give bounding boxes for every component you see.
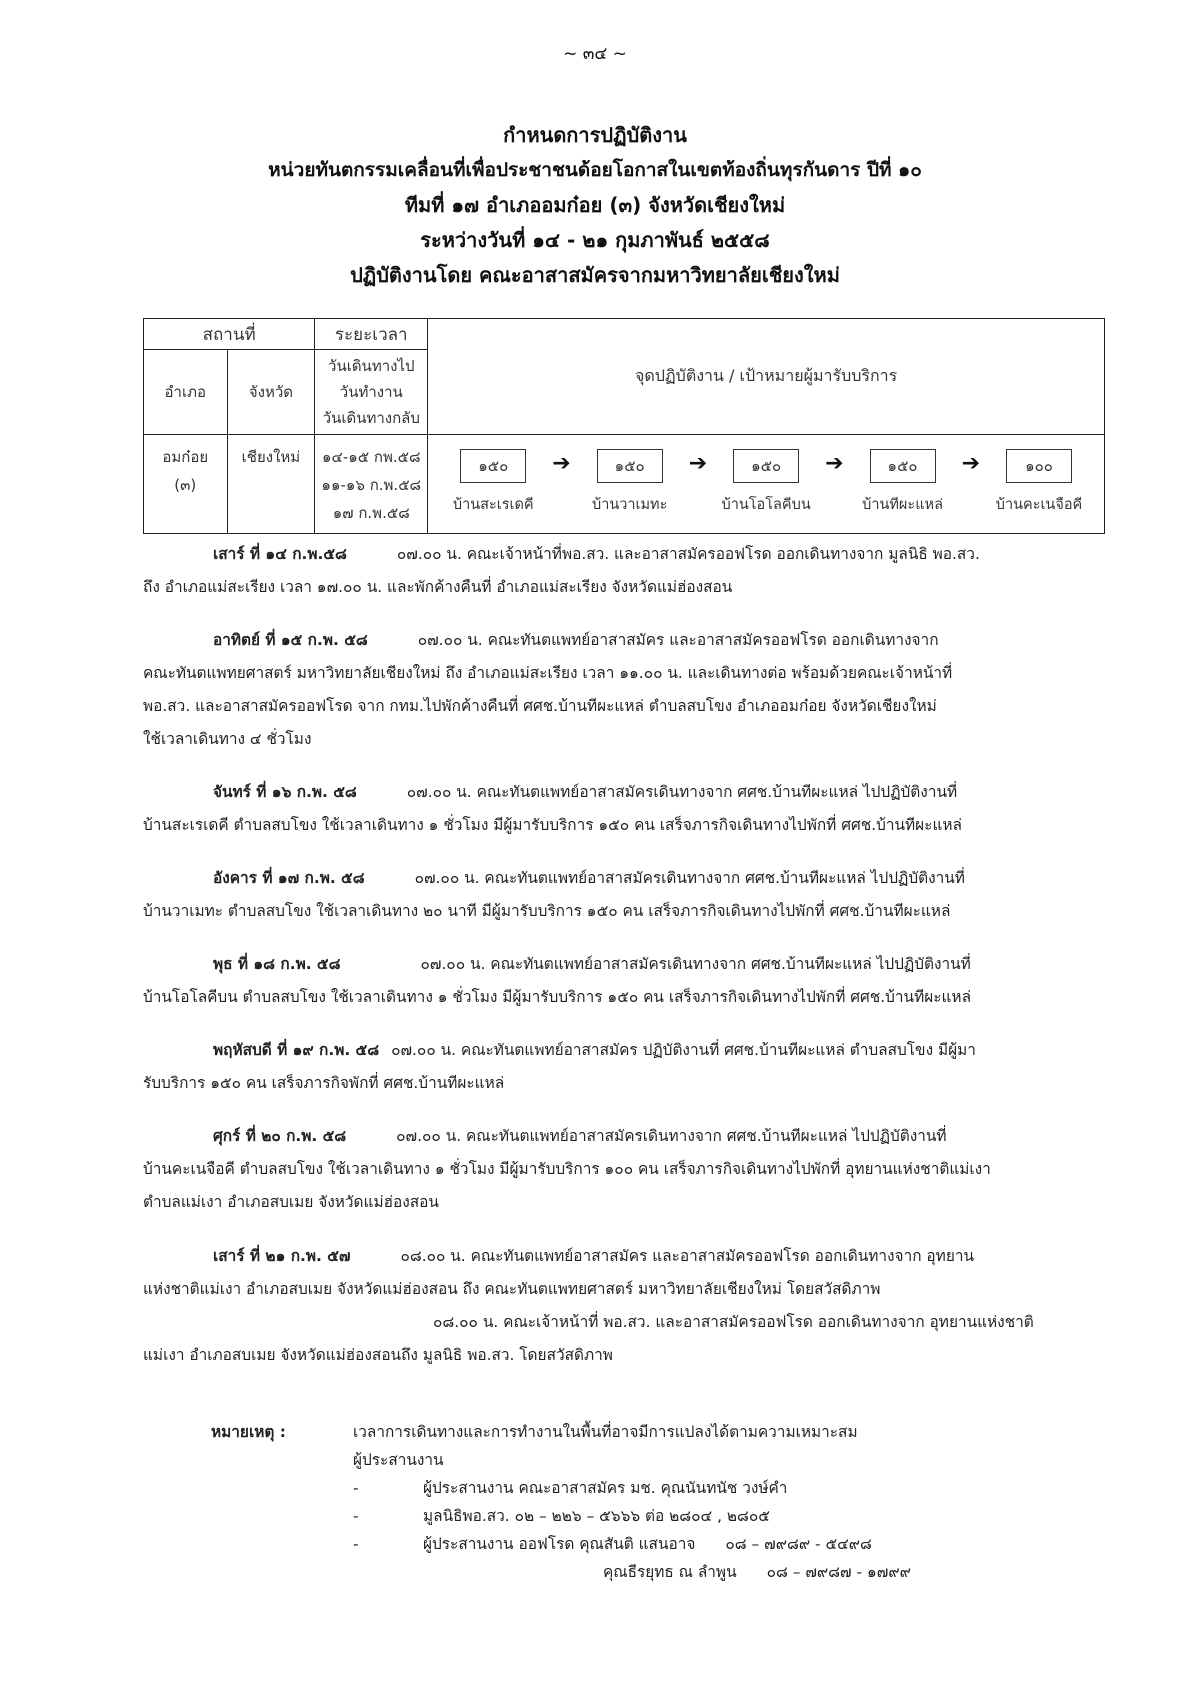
date-line: ๑๗ ก.พ.๕๘ (332, 504, 410, 522)
flow-node (707, 443, 825, 516)
header-district: อำเภอ (144, 350, 228, 435)
target-box: ๑๕๐ (733, 449, 799, 483)
day-heading: พฤหัสบดี ที่ ๑๙ ก.พ. ๕๘ (213, 1041, 380, 1059)
schedule-day (143, 1120, 1105, 1219)
cell-district (144, 435, 228, 534)
schedule-line: แห่งชาติแม่เงา อำเภอสบเมย จังหวัดแม่ฮ่องสอน ถึง คณะทันตแพทยศาสตร์ มหาวิทยาลัยเชียงใหม่ โดยสวัสดิภาพ (143, 1280, 881, 1298)
title-line: ปฏิบัติงานโดย คณะอาสาสมัครจากมหาวิทยาลัยเชียงใหม่ (350, 263, 840, 287)
right-arrow-icon: ➔ (825, 451, 844, 476)
schedule-line: บ้านคะเนจือคี ตำบลสบโขง ใช้เวลาเดินทาง ๑ ชั่วโมง มีผู้มารับบริการ ๑๐๐ คน เสร็จภารกิจเดินทางไปพักที่ อุทยานแห่งชาติแม่เงา (143, 1160, 991, 1178)
day-heading: อาทิตย์ ที่ ๑๕ ก.พ. ๕๘ (213, 631, 368, 649)
cell-dates (315, 435, 428, 534)
notes-section (143, 1418, 1105, 1586)
target-box: ๑๕๐ (460, 449, 526, 483)
bullet-dash: - (353, 1479, 359, 1497)
flow-node (844, 443, 962, 516)
contact-line: คุณธีรยุทธ ณ ลำพูน (603, 1563, 737, 1581)
right-arrow-icon: ➔ (552, 451, 571, 476)
village-label: บ้านโอโลคีบน (721, 497, 811, 513)
day-heading: จันทร์ ที่ ๑๖ ก.พ. ๕๘ (213, 783, 357, 801)
schedule-line: คณะทันตแพทยศาสตร์ มหาวิทยาลัยเชียงใหม่ ถึง อำเภอแม่สะเรียง เวลา ๑๑.๐๐ น. และเดินทางต่อ พร้อมด้วยคณะเจ้าหน้าที่ (143, 664, 953, 682)
schedule-line: ๐๗.๐๐ น. คณะทันตแพทย์อาสาสมัครเดินทางจาก ศศช.บ้านทีผะแหล่ ไปปฏิบัติงานที่ (406, 783, 958, 801)
schedule-line: รับบริการ ๑๕๐ คน เสร็จภารกิจพักที่ ศศช.บ้านทีผะแหล่ (143, 1074, 505, 1092)
title-line: หน่วยทันตกรรมเคลื่อนที่เพื่อประชาชนด้อยโอกาสในเขตท้องถิ่นทุรกันดาร ปีที่ ๑๐ (268, 159, 922, 181)
header-points: จุดปฏิบัติงาน / เป้าหมายผู้มารับบริการ (428, 319, 1105, 435)
notes-line: ผู้ประสานงาน (353, 1451, 444, 1469)
village-label: บ้านคะเนจือคี (995, 497, 1083, 513)
schedule-day (143, 1034, 1105, 1100)
schedule-line: ๐๗.๐๐ น. คณะทันตแพทย์อาสาสมัคร และอาสาสมัครออฟโรด ออกเดินทางจาก (417, 631, 939, 649)
schedule-table (143, 318, 1105, 534)
schedule-line: ใช้เวลาเดินทาง ๔ ชั่วโมง (143, 730, 312, 748)
schedule-line: ๐๗.๐๐ น. คณะทันตแพทย์อาสาสมัครเดินทางจาก ศศช.บ้านทีผะแหล่ ไปปฏิบัติงานที่ (420, 955, 971, 973)
schedule-line: ๐๘.๐๐ น. คณะเจ้าหน้าที่ พอ.สว. และอาสาสมัครออฟโรด ออกเดินทางจาก อุทยานแห่งชาติ (433, 1313, 1034, 1331)
schedule-line: ๐๘.๐๐ น. คณะทันตแพทย์อาสาสมัคร และอาสาสมัครออฟโรด ออกเดินทางจาก อุทยาน (400, 1247, 974, 1265)
schedule-line: ๐๗.๐๐ น. คณะเจ้าหน้าที่พอ.สว. และอาสาสมัครออฟโรด ออกเดินทางจาก มูลนิธิ พอ.สว. (396, 545, 980, 563)
schedule-line: ๐๗.๐๐ น. คณะทันตแพทย์อาสาสมัคร ปฏิบัติงานที่ ศศช.บ้านทีผะแหล่ ตำบลสบโขง มีผู้มา (391, 1041, 976, 1059)
schedule-line: พอ.สว. และอาสาสมัครออฟโรด จาก กทม.ไปพักค้างคืนที่ ศศช.บ้านทีผะแหล่ ตำบลสบโขง อำเภออมก๋อย จังหวัดเชียงใหม่ (143, 697, 937, 715)
schedule-line: ตำบลแม่เงา อำเภอสบเมย จังหวัดแม่ฮ่องสอน (143, 1193, 439, 1211)
schedule-line: ถึง อำเภอแม่สะเรียง เวลา ๑๗.๐๐ น. และพักค้างคืนที่ อำเภอแม่สะเรียง จังหวัดแม่ฮ่องสอน (143, 578, 733, 596)
flow-node (571, 443, 689, 516)
day-heading: อังคาร ที่ ๑๗ ก.พ. ๕๘ (213, 869, 365, 887)
schedule-line: บ้านวาเมทะ ตำบลสบโขง ใช้เวลาเดินทาง ๒๐ นาที มีผู้มารับบริการ ๑๕๐ คน เสร็จภารกิจเดินทางไปพักที่ ศศช.บ้านทีผะแหล่ (143, 902, 951, 920)
village-label: บ้านทีผะแหล่ (862, 497, 943, 513)
contact-line: ผู้ประสานงาน ออฟโรด คุณสันติ แสนอาจ (423, 1535, 696, 1553)
district-line: อมก๋อย (162, 448, 209, 466)
day-heading: ศุกร์ ที่ ๒๐ ก.พ. ๕๘ (213, 1127, 347, 1145)
right-arrow-icon: ➔ (688, 451, 708, 476)
village-label: บ้านวาเมทะ (591, 497, 668, 513)
title-line: กำหนดการปฏิบัติงาน (503, 123, 687, 147)
target-box: ๑๕๐ (870, 449, 936, 483)
header-date-line: วันทำงาน (339, 383, 403, 401)
schedule-line: บ้านสะเรเดคี ตำบลสบโขง ใช้เวลาเดินทาง ๑ ชั่วโมง มีผู้มารับบริการ ๑๕๐ คน เสร็จภารกิจเดินทางไปพักที่ ศศช.บ้านทีผะแหล่ (143, 816, 962, 834)
flow-node (980, 443, 1098, 516)
notes-label: หมายเหตุ : (211, 1423, 286, 1441)
header-province: จังหวัด (227, 350, 315, 435)
day-heading: เสาร์ ที่ ๑๔ ก.พ.๕๘ (213, 545, 347, 563)
schedule-day (143, 1240, 1105, 1372)
header-period: ระยะเวลา (315, 319, 428, 350)
day-heading: พุธ ที่ ๑๘ ก.พ. ๕๘ (213, 955, 341, 973)
cell-province (227, 435, 315, 534)
notes-line: เวลาการเดินทางและการทำงานในพื้นที่อาจมีการแปลงได้ตามความเหมาะสม (353, 1423, 858, 1441)
schedule-day (143, 776, 1105, 842)
header-place: สถานที่ (144, 319, 315, 350)
schedule-day (143, 948, 1105, 1014)
bullet-dash: - (353, 1535, 359, 1553)
contact-phone: ๐๘ – ๗๙๘๙ - ๕๔๙๘ (725, 1535, 872, 1553)
schedule-day (143, 538, 1105, 604)
bullet-dash: - (353, 1507, 359, 1525)
date-line: ๑๑-๑๖ ก.พ.๕๘ (321, 476, 422, 494)
target-box: ๑๕๐ (597, 449, 663, 483)
target-box: ๑๐๐ (1006, 449, 1072, 483)
cell-flow (428, 435, 1105, 534)
village-label: บ้านสะเรเดคี (452, 497, 534, 513)
header-dates (315, 350, 428, 435)
contact-phone: ๐๘ – ๗๙๘๗ - ๑๗๙๙ (766, 1563, 911, 1581)
schedule-day (143, 862, 1105, 928)
day-heading: เสาร์ ที่ ๒๑ ก.พ. ๕๗ (213, 1247, 351, 1265)
village-flow (428, 443, 1104, 516)
province: เชียงใหม่ (241, 448, 301, 466)
title-line: ทีมที่ ๑๗ อำเภออมก๋อย (๓) จังหวัดเชียงใหม่ (404, 193, 786, 217)
schedule-line: แม่เงา อำเภอสบเมย จังหวัดแม่ฮ่องสอนถึง มูลนิธิ พอ.สว. โดยสวัสดิภาพ (143, 1346, 613, 1364)
right-arrow-icon: ➔ (961, 451, 980, 476)
schedule-line: ๐๗.๐๐ น. คณะทันตแพทย์อาสาสมัครเดินทางจาก ศศช.บ้านทีผะแหล่ ไปปฏิบัติงานที่ (396, 1127, 947, 1145)
schedule-line: บ้านโอโลคีบน ตำบลสบโขง ใช้เวลาเดินทาง ๑ ชั่วโมง มีผู้มารับบริการ ๑๕๐ คน เสร็จภารกิจเดินทางไปพักที่ ศศช.บ้านทีผะแหล่ (143, 988, 971, 1006)
title-line: ระหว่างวันที่ ๑๔ - ๒๑ กุมภาพันธ์ ๒๕๕๘ (420, 228, 770, 252)
flow-node (434, 443, 552, 516)
schedule-line: ๐๗.๐๐ น. คณะทันตแพทย์อาสาสมัครเดินทางจาก ศศช.บ้านทีผะแหล่ ไปปฏิบัติงานที่ (414, 869, 965, 887)
contact-line: ผู้ประสานงาน คณะอาสาสมัคร มช. คุณนันทนัช วงษ์คำ (423, 1479, 788, 1497)
header-date-line: วันเดินทางไป (328, 357, 415, 375)
page-number: ~ ๓๔ ~ (563, 44, 627, 64)
document-title-block (0, 118, 1190, 293)
contact-line: มูลนิธิพอ.สว. ๐๒ – ๒๒๖ – ๕๖๖๖ ต่อ ๒๘๐๔ , ๒๘๐๕ (423, 1507, 770, 1525)
header-date-line: วันเดินทางกลับ (322, 409, 420, 427)
district-line: (๓) (174, 476, 197, 494)
schedule-day (143, 624, 1105, 756)
date-line: ๑๔-๑๕ กพ.๕๘ (321, 448, 421, 466)
